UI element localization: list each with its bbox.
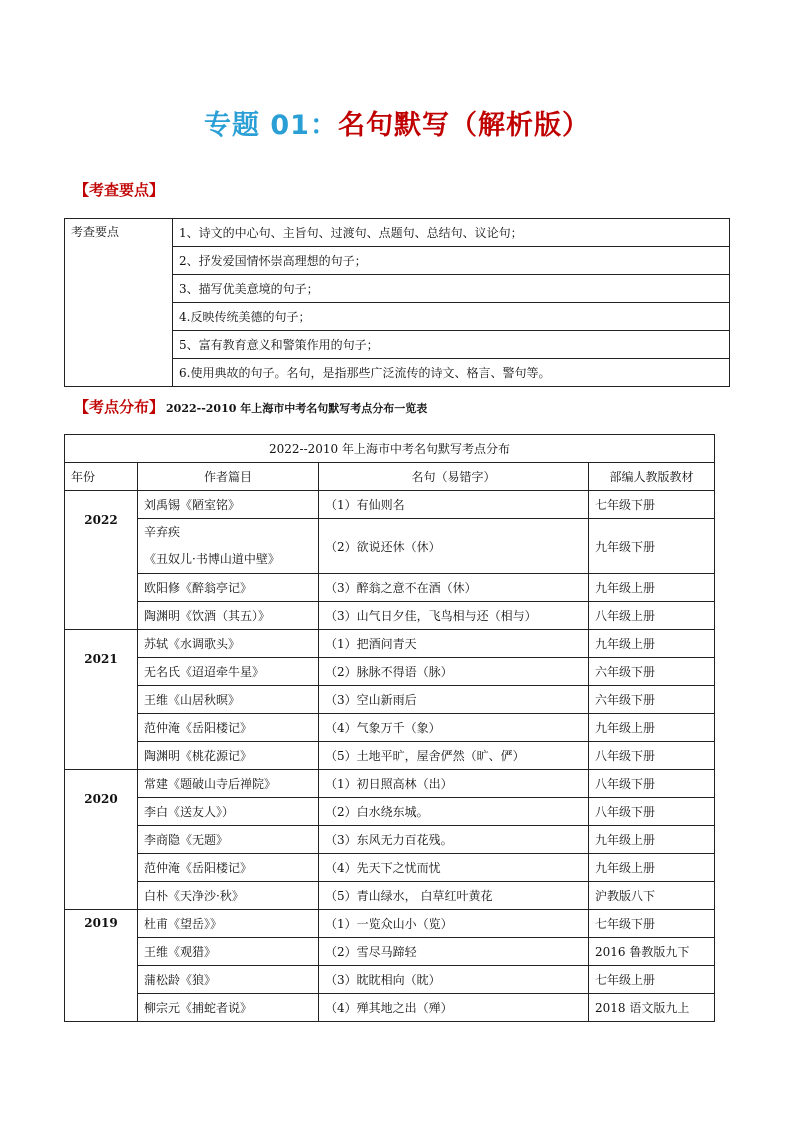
quote-cell: （4）先天下之忧而忧 bbox=[319, 854, 589, 882]
quote-cell: （3）醉翁之意不在酒（休） bbox=[319, 574, 589, 602]
table-row bbox=[65, 574, 715, 602]
table-header-row bbox=[65, 463, 715, 491]
quote-cell: （3）眈眈相向（眈） bbox=[319, 966, 589, 994]
textbook-cell: 七年级下册 bbox=[589, 491, 715, 519]
table-row bbox=[65, 686, 715, 714]
author-work-cell: 范仲淹《岳阳楼记》 bbox=[138, 854, 319, 882]
key-points-table bbox=[64, 218, 730, 387]
table-row bbox=[65, 658, 715, 686]
quote-cell: （2）脉脉不得语（脉） bbox=[319, 658, 589, 686]
table-row bbox=[65, 826, 715, 854]
textbook-cell: 沪教版八下 bbox=[589, 882, 715, 910]
quote-cell: （4）殚其地之出（殚） bbox=[319, 994, 589, 1022]
table-row bbox=[65, 770, 715, 798]
table-row bbox=[65, 798, 715, 826]
section-heading-text: 【考点分布】 bbox=[74, 398, 165, 416]
quote-cell: （5）青山绿水， 白草红叶黄花 bbox=[319, 882, 589, 910]
author-work-cell: 李商隐《无题》 bbox=[138, 826, 319, 854]
author-work-cell: 陶渊明《桃花源记》 bbox=[138, 742, 319, 770]
author-work-cell: 蒲松龄《狼》 bbox=[138, 966, 319, 994]
textbook-cell: 七年级上册 bbox=[589, 966, 715, 994]
author-work-cell: 白朴《天净沙·秋》 bbox=[138, 882, 319, 910]
table-row bbox=[65, 994, 715, 1022]
author-work-cell: 苏轼《水调歌头》 bbox=[138, 630, 319, 658]
quote-cell: （1）初日照高林（出） bbox=[319, 770, 589, 798]
author-work-cell: 王维《观猎》 bbox=[138, 938, 319, 966]
table-row bbox=[65, 966, 715, 994]
column-header: 年份 bbox=[65, 463, 138, 491]
key-point-item: 2、抒发爱国情怀崇高理想的句子； bbox=[173, 247, 730, 275]
quote-cell: （3）空山新雨后 bbox=[319, 686, 589, 714]
table-row bbox=[65, 854, 715, 882]
quote-cell: （1）一览众山小（览） bbox=[319, 910, 589, 938]
quote-cell: （3）东风无力百花残。 bbox=[319, 826, 589, 854]
textbook-cell: 六年级下册 bbox=[589, 658, 715, 686]
author-work-cell: 李白《送友人》） bbox=[138, 798, 319, 826]
textbook-cell: 九年级下册 bbox=[589, 519, 715, 574]
quote-cell: （5）土地平旷，屋舍俨然（旷、俨） bbox=[319, 742, 589, 770]
textbook-cell: 2018 语文版九上 bbox=[589, 994, 715, 1022]
year-label: 2022 bbox=[84, 513, 118, 527]
key-point-item: 4.反映传统美德的句子； bbox=[173, 303, 730, 331]
table-row bbox=[65, 910, 715, 938]
quote-cell: （1）把酒问青天 bbox=[319, 630, 589, 658]
table-row bbox=[65, 742, 715, 770]
textbook-cell: 八年级下册 bbox=[589, 770, 715, 798]
column-header: 作者篇目 bbox=[138, 463, 319, 491]
table-caption-row bbox=[65, 435, 715, 463]
table-row bbox=[65, 882, 715, 910]
textbook-cell: 八年级下册 bbox=[589, 798, 715, 826]
key-point-item: 5、富有教育意义和警策作用的句子； bbox=[173, 331, 730, 359]
title-prefix: 专题 01： bbox=[204, 110, 338, 141]
key-point-item: 3、描写优美意境的句子； bbox=[173, 275, 730, 303]
author-work-cell: 无名氏《迢迢牵牛星》 bbox=[138, 658, 319, 686]
table-row bbox=[65, 938, 715, 966]
author-work-cell: 辛弃疾 《丑奴儿·书博山道中壁》 bbox=[138, 519, 319, 574]
textbook-cell: 八年级下册 bbox=[589, 742, 715, 770]
year-cell bbox=[65, 770, 138, 910]
key-point-item: 6.使用典故的句子。名句，是指那些广泛流传的诗文、格言、警句等。 bbox=[173, 359, 730, 387]
author-work-cell: 王维《山居秋暝》 bbox=[138, 686, 319, 714]
section-heading-distribution bbox=[74, 396, 427, 417]
section-heading-key-points bbox=[74, 179, 164, 200]
author-work-cell: 杜甫《望岳》》 bbox=[138, 910, 319, 938]
textbook-cell: 六年级下册 bbox=[589, 686, 715, 714]
textbook-cell: 九年级上册 bbox=[589, 714, 715, 742]
table-row bbox=[65, 602, 715, 630]
year-label: 2020 bbox=[84, 792, 118, 806]
textbook-cell: 九年级上册 bbox=[589, 630, 715, 658]
quote-cell: （4）气象万千（象） bbox=[319, 714, 589, 742]
quote-cell: （2）白水绕东城。 bbox=[319, 798, 589, 826]
quote-cell: （1）有仙则名 bbox=[319, 491, 589, 519]
table-row bbox=[65, 491, 715, 519]
author-work-cell: 常建《题破山寺后禅院》 bbox=[138, 770, 319, 798]
quote-cell: （2）雪尽马蹄轻 bbox=[319, 938, 589, 966]
author-work-cell: 柳宗元《捕蛇者说》 bbox=[138, 994, 319, 1022]
year-cell bbox=[65, 630, 138, 770]
section-subtitle: 2022--2010 年上海市中考名句默写考点分布一览表 bbox=[166, 402, 428, 415]
textbook-cell: 九年级上册 bbox=[589, 826, 715, 854]
quote-cell: （2）欲说还休（休） bbox=[319, 519, 589, 574]
key-point-item: 1、诗文的中心句、主旨句、过渡句、点题句、总结句、议论句； bbox=[173, 219, 730, 247]
textbook-cell: 九年级上册 bbox=[589, 854, 715, 882]
author-work-cell: 陶渊明《饮酒（其五）》 bbox=[138, 602, 319, 630]
year-label: 2021 bbox=[84, 652, 118, 666]
textbook-cell: 七年级下册 bbox=[589, 910, 715, 938]
author-work-cell: 范仲淹《岳阳楼记》 bbox=[138, 714, 319, 742]
table-row bbox=[65, 714, 715, 742]
key-point-row bbox=[65, 219, 730, 247]
textbook-cell: 八年级上册 bbox=[589, 602, 715, 630]
textbook-cell: 2016 鲁教版九下 bbox=[589, 938, 715, 966]
section-heading-text: 【考查要点】 bbox=[74, 181, 165, 199]
column-header: 名句（易错字） bbox=[319, 463, 589, 491]
quote-cell: （3）山气日夕佳，飞鸟相与还（相与） bbox=[319, 602, 589, 630]
textbook-cell: 九年级上册 bbox=[589, 574, 715, 602]
title-main: 名句默写（解析版） bbox=[337, 110, 590, 141]
column-header: 部编人教版教材 bbox=[589, 463, 715, 491]
distribution-table bbox=[64, 434, 715, 1022]
year-label: 2019 bbox=[84, 916, 118, 930]
year-cell bbox=[65, 910, 138, 1022]
author-work-cell: 欧阳修《醉翁亭记》 bbox=[138, 574, 319, 602]
author-work-cell: 刘禹锡《陋室铭》 bbox=[138, 491, 319, 519]
key-points-label: 考查要点 bbox=[65, 219, 173, 387]
table-row bbox=[65, 519, 715, 574]
page-title bbox=[0, 103, 794, 142]
table-row bbox=[65, 630, 715, 658]
table-caption: 2022--2010 年上海市中考名句默写考点分布 bbox=[65, 435, 715, 463]
year-cell bbox=[65, 491, 138, 630]
